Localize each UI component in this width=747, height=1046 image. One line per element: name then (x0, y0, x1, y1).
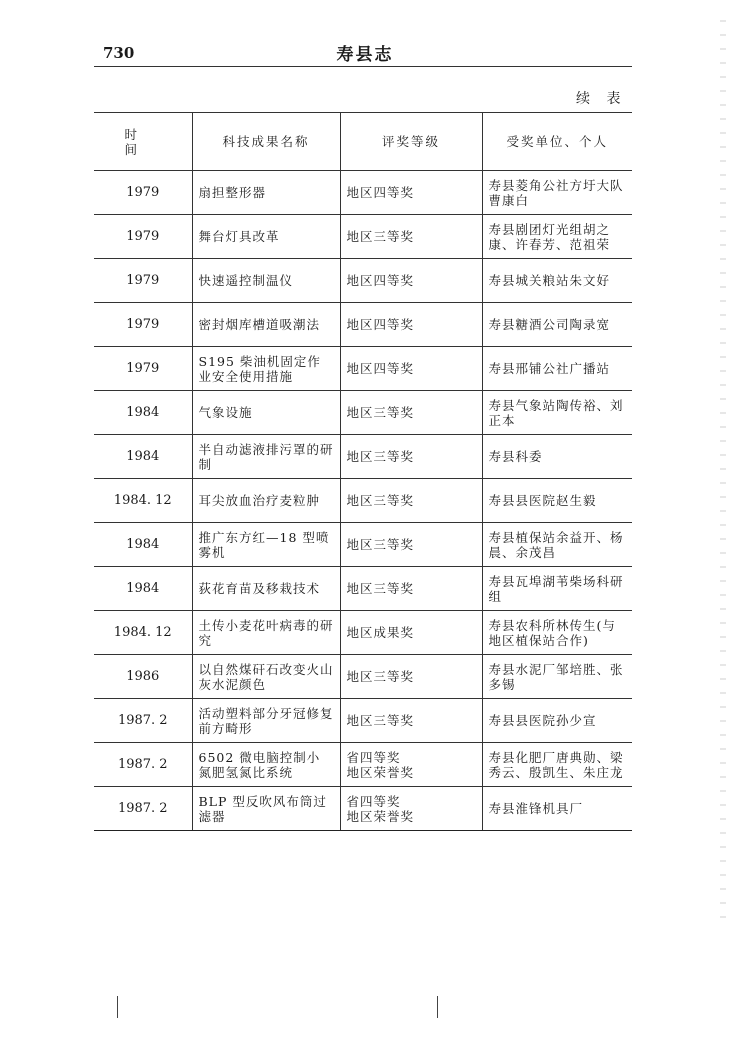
table-row (94, 259, 632, 303)
row-award-level: 地区三等奖 (340, 699, 482, 743)
bottom-margin-mark-right (437, 996, 438, 1018)
table-row (94, 655, 632, 699)
row-time: 1984 (94, 567, 192, 611)
row-time: 1987. 2 (94, 787, 192, 831)
table-row (94, 523, 632, 567)
row-time: 1979 (94, 347, 192, 391)
table-header-row (94, 113, 632, 171)
bottom-margin-mark-left (117, 996, 118, 1018)
row-achievement-name: 6502 微电脑控制小氮肥氢氮比系统 (192, 743, 340, 787)
row-recipient: 寿县科委 (482, 435, 632, 479)
row-recipient: 寿县糖酒公司陶录宽 (482, 303, 632, 347)
header-rule (94, 66, 632, 67)
row-time: 1987. 2 (94, 699, 192, 743)
row-time: 1987. 2 (94, 743, 192, 787)
table-row (94, 435, 632, 479)
row-achievement-name: 以自然煤矸石改变火山灰水泥颜色 (192, 655, 340, 699)
table-row (94, 743, 632, 787)
row-time: 1984 (94, 523, 192, 567)
column-header-achievement: 科技成果名称 (192, 113, 340, 171)
row-recipient: 寿县菱角公社方圩大队曹康白 (482, 171, 632, 215)
table-row (94, 699, 632, 743)
book-title: 寿县志 (336, 45, 394, 65)
table-row (94, 567, 632, 611)
row-recipient: 寿县水泥厂邹培胜、张多锡 (482, 655, 632, 699)
table-row (94, 215, 632, 259)
row-award-level: 地区四等奖 (340, 347, 482, 391)
row-award-level: 地区三等奖 (340, 215, 482, 259)
row-time: 1979 (94, 303, 192, 347)
table-row (94, 347, 632, 391)
row-achievement-name: BLP 型反吹风布筒过滤器 (192, 787, 340, 831)
table-row (94, 171, 632, 215)
row-recipient: 寿县气象站陶传裕、刘正本 (482, 391, 632, 435)
table-row (94, 611, 632, 655)
row-award-level: 地区成果奖 (340, 611, 482, 655)
row-recipient: 寿县淮锋机具厂 (482, 787, 632, 831)
row-time: 1984. 12 (94, 479, 192, 523)
row-achievement-name: 快速遥控制温仪 (192, 259, 340, 303)
row-time: 1979 (94, 171, 192, 215)
row-achievement-name: 土传小麦花叶病毒的研究 (192, 611, 340, 655)
table-row (94, 787, 632, 831)
row-award-level: 地区三等奖 (340, 391, 482, 435)
row-achievement-name: 耳尖放血治疗麦粒肿 (192, 479, 340, 523)
row-achievement-name: S195 柴油机固定作业安全使用措施 (192, 347, 340, 391)
row-achievement-name: 半自动滤液排污罩的研制 (192, 435, 340, 479)
row-award-level: 地区四等奖 (340, 259, 482, 303)
row-achievement-name: 舞台灯具改革 (192, 215, 340, 259)
row-award-level: 地区四等奖 (340, 303, 482, 347)
row-achievement-name: 荻花育苗及移栽技术 (192, 567, 340, 611)
row-award-level: 地区三等奖 (340, 435, 482, 479)
table-row (94, 479, 632, 523)
page-number: 730 (103, 44, 135, 62)
row-award-level: 省四等奖 地区荣誉奖 (340, 787, 482, 831)
row-recipient: 寿县县医院孙少宣 (482, 699, 632, 743)
row-time: 1979 (94, 215, 192, 259)
continued-label: 续 表 (576, 91, 627, 107)
row-recipient: 寿县瓦埠湖苇柴场科研组 (482, 567, 632, 611)
row-achievement-name: 推广东方红—18 型喷雾机 (192, 523, 340, 567)
row-recipient: 寿县剧团灯光组胡之康、许春芳、范祖荣 (482, 215, 632, 259)
row-award-level: 地区三等奖 (340, 479, 482, 523)
column-header-time: 时 间 (94, 113, 192, 171)
row-achievement-name: 活动塑料部分牙冠修复前方畸形 (192, 699, 340, 743)
row-time: 1984 (94, 435, 192, 479)
row-recipient: 寿县县医院赵生毅 (482, 479, 632, 523)
row-time: 1986 (94, 655, 192, 699)
row-award-level: 省四等奖 地区荣誉奖 (340, 743, 482, 787)
row-recipient: 寿县化肥厂唐典勋、梁秀云、殷凯生、朱庄龙 (482, 743, 632, 787)
row-time: 1979 (94, 259, 192, 303)
table-row (94, 391, 632, 435)
row-award-level: 地区三等奖 (340, 567, 482, 611)
row-award-level: 地区三等奖 (340, 523, 482, 567)
column-header-unit: 受奖单位、个人 (482, 113, 632, 171)
row-achievement-name: 密封烟库槽道吸潮法 (192, 303, 340, 347)
row-recipient: 寿县植保站余益开、杨晨、余茂昌 (482, 523, 632, 567)
row-recipient: 寿县城关粮站朱文好 (482, 259, 632, 303)
row-award-level: 地区四等奖 (340, 171, 482, 215)
row-recipient: 寿县农科所林传生(与地区植保站合作) (482, 611, 632, 655)
row-achievement-name: 扇担整形器 (192, 171, 340, 215)
column-header-level: 评奖等级 (340, 113, 482, 171)
row-achievement-name: 气象设施 (192, 391, 340, 435)
scan-edge-noise (720, 20, 726, 920)
row-recipient: 寿县邢铺公社广播站 (482, 347, 632, 391)
table-row (94, 303, 632, 347)
row-time: 1984. 12 (94, 611, 192, 655)
award-table (94, 112, 632, 831)
row-time: 1984 (94, 391, 192, 435)
row-award-level: 地区三等奖 (340, 655, 482, 699)
